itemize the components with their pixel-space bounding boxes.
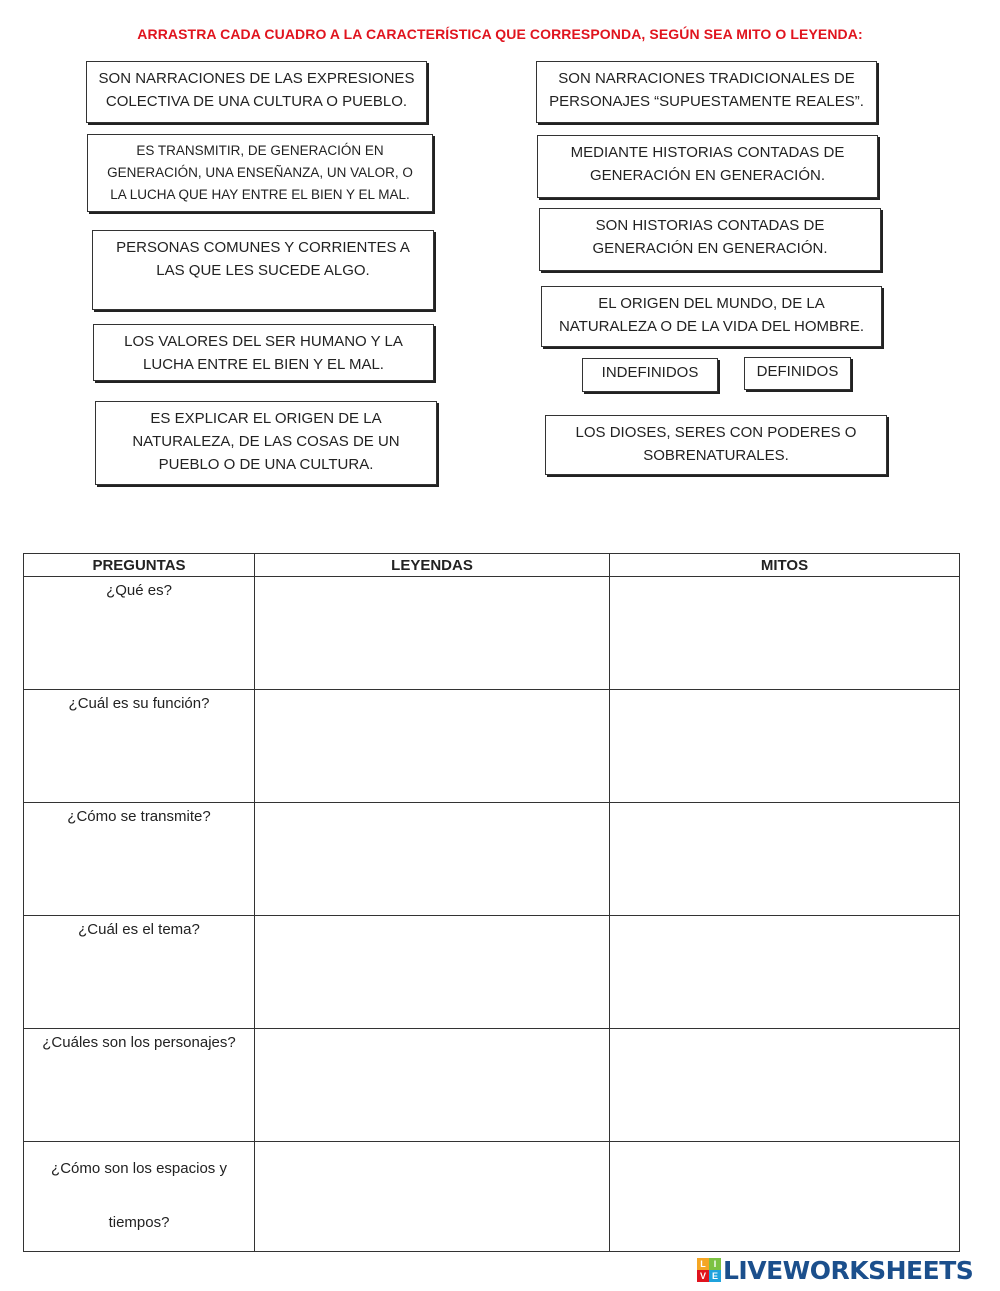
table-row bbox=[24, 916, 960, 1029]
table-row bbox=[24, 577, 960, 690]
question-que-es: ¿Qué es? bbox=[24, 577, 255, 690]
table-row bbox=[24, 1029, 960, 1142]
drop-zone-mito-que-es[interactable] bbox=[610, 577, 960, 690]
liveworksheets-logo-icon bbox=[697, 1258, 721, 1282]
instruction-heading: ARRASTRA CADA CUADRO A LA CARACTERÍSTICA QUE CORRESPONDA, SEGÚN SEA MITO O LEYENDA: bbox=[137, 26, 863, 42]
question-espacios-line2: tiempos? bbox=[108, 1214, 170, 1231]
logo-mark-v: V bbox=[697, 1270, 709, 1282]
question-espacios-line1: ¿Cómo son los espacios y bbox=[51, 1160, 227, 1177]
logo-mark-e: E bbox=[709, 1270, 721, 1282]
drag-card-indefinidos[interactable]: INDEFINIDOS bbox=[582, 358, 718, 392]
question-funcion: ¿Cuál es su función? bbox=[24, 690, 255, 803]
logo-mark-i: I bbox=[709, 1258, 721, 1270]
table-header-row bbox=[24, 554, 960, 577]
drop-zone-leyenda-funcion[interactable] bbox=[255, 690, 610, 803]
drag-card-narraciones-tradicionales[interactable]: SON NARRACIONES TRADICIONALES DE PERSONAJES “SUPUESTAMENTE REALES”. bbox=[536, 61, 877, 123]
drag-card-funcion-transmitir[interactable]: ES TRANSMITIR, DE GENERACIÓN EN GENERACIÓN, UNA ENSEÑANZA, UN VALOR, O LA LUCHA QUE HAY ENTRE EL BIEN Y EL MAL. bbox=[87, 134, 433, 212]
drag-card-origen-mundo[interactable]: EL ORIGEN DEL MUNDO, DE LA NATURALEZA O DE LA VIDA DEL HOMBRE. bbox=[541, 286, 882, 347]
liveworksheets-logo-text: LIVEWORKSHEETS bbox=[723, 1255, 974, 1285]
drag-card-explicar-origen[interactable]: ES EXPLICAR EL ORIGEN DE LA NATURALEZA, DE LAS COSAS DE UN PUEBLO O DE UNA CULTURA. bbox=[95, 401, 437, 485]
question-personajes: ¿Cuáles son los personajes? bbox=[24, 1029, 255, 1142]
drag-card-definidos[interactable]: DEFINIDOS bbox=[744, 357, 851, 390]
drop-zone-mito-funcion[interactable] bbox=[610, 690, 960, 803]
drag-card-mediante-historias[interactable]: MEDIANTE HISTORIAS CONTADAS DE GENERACIÓN EN GENERACIÓN. bbox=[537, 135, 878, 198]
table-row bbox=[24, 1142, 960, 1252]
header-mitos: MITOS bbox=[610, 554, 960, 577]
drop-zone-leyenda-tema[interactable] bbox=[255, 916, 610, 1029]
drop-zone-mito-espacios[interactable] bbox=[610, 1142, 960, 1252]
drop-zone-leyenda-personajes[interactable] bbox=[255, 1029, 610, 1142]
question-transmite: ¿Cómo se transmite? bbox=[24, 803, 255, 916]
drag-card-historias-contadas[interactable]: SON HISTORIAS CONTADAS DE GENERACIÓN EN GENERACIÓN. bbox=[539, 208, 881, 271]
drop-zone-mito-transmite[interactable] bbox=[610, 803, 960, 916]
question-espacios-tiempos bbox=[24, 1142, 255, 1252]
drop-zone-leyenda-transmite[interactable] bbox=[255, 803, 610, 916]
drop-zone-leyenda-que-es[interactable] bbox=[255, 577, 610, 690]
logo-mark-l: L bbox=[697, 1258, 709, 1270]
table-row bbox=[24, 690, 960, 803]
question-tema: ¿Cuál es el tema? bbox=[24, 916, 255, 1029]
drop-zone-mito-tema[interactable] bbox=[610, 916, 960, 1029]
drag-card-valores-ser-humano[interactable]: LOS VALORES DEL SER HUMANO Y LA LUCHA ENTRE EL BIEN Y EL MAL. bbox=[93, 324, 434, 381]
drop-zone-mito-personajes[interactable] bbox=[610, 1029, 960, 1142]
table-row bbox=[24, 803, 960, 916]
comparison-table bbox=[23, 553, 960, 1252]
drop-zone-leyenda-espacios[interactable] bbox=[255, 1142, 610, 1252]
header-leyendas: LEYENDAS bbox=[255, 554, 610, 577]
liveworksheets-logo bbox=[697, 1255, 973, 1285]
drag-card-personas-comunes[interactable]: PERSONAS COMUNES Y CORRIENTES A LAS QUE LES SUCEDE ALGO. bbox=[92, 230, 434, 310]
drag-card-dioses[interactable]: LOS DIOSES, SERES CON PODERES O SOBRENATURALES. bbox=[545, 415, 887, 475]
drag-card-narraciones-colectiva[interactable]: SON NARRACIONES DE LAS EXPRESIONES COLECTIVA DE UNA CULTURA O PUEBLO. bbox=[86, 61, 427, 123]
header-preguntas: PREGUNTAS bbox=[24, 554, 255, 577]
